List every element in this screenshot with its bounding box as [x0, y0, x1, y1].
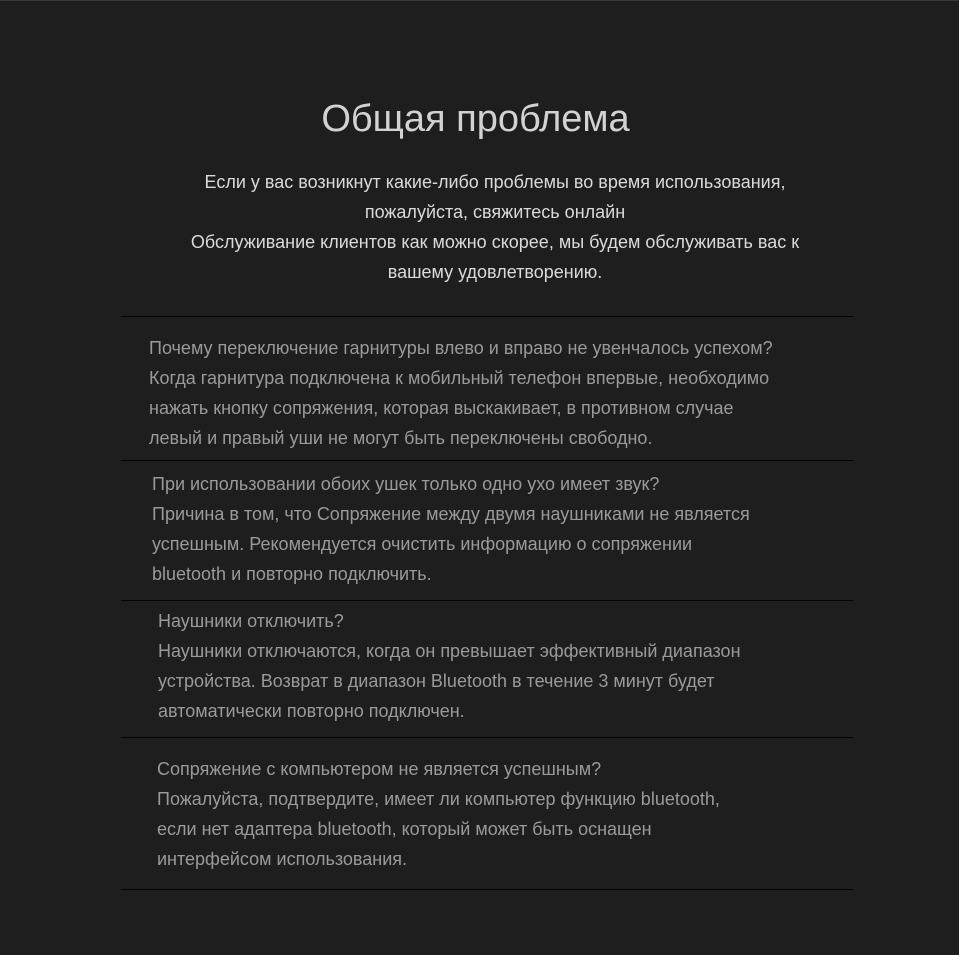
- page-title: Общая проблема: [321, 98, 630, 140]
- divider: [121, 737, 853, 738]
- faq-answer-line: bluetooth и повторно подключить.: [152, 564, 432, 584]
- faq-answer-line: если нет адаптера bluetooth, который может быть оснащен: [157, 819, 652, 839]
- faq-answer-line: Причина в том, что Сопряжение между двумя наушниками не является: [152, 504, 750, 524]
- faq-question: При использовании обоих ушек только одно ухо имеет звук?: [152, 474, 660, 494]
- divider: [121, 889, 853, 890]
- faq-answer-line: автоматически повторно подключен.: [158, 701, 465, 721]
- faq-item: [149, 333, 773, 453]
- faq-question: Наушники отключить?: [158, 611, 344, 631]
- intro-line: пожалуйста, свяжитесь онлайн: [364, 202, 626, 222]
- faq-answer-line: левый и правый уши не могут быть переключены свободно.: [149, 428, 653, 448]
- divider: [121, 600, 853, 601]
- intro-line: Обслуживание клиентов как можно скорее, мы будем обслуживать вас к: [190, 232, 800, 252]
- faq-item: [158, 606, 741, 726]
- intro-line: Если у вас возникнут какие-либо проблемы во время использования,: [204, 172, 786, 192]
- faq-answer-line: нажать кнопку сопряжения, которая выскакивает, в противном случае: [149, 398, 734, 418]
- faq-answer-line: устройства. Возврат в диапазон Bluetooth в течение 3 минут будет: [158, 671, 715, 691]
- intro-text: [100, 167, 890, 287]
- intro-line: вашему удовлетворению.: [387, 262, 603, 282]
- faq-answer-line: успешным. Рекомендуется очистить информацию о сопряжении: [152, 534, 693, 554]
- faq-question: Сопряжение с компьютером не является успешным?: [157, 759, 602, 779]
- faq-question: Почему переключение гарнитуры влево и вправо не увенчалось успехом?: [149, 338, 773, 358]
- faq-answer-line: Наушники отключаются, когда он превышает эффективный диапазон: [158, 641, 741, 661]
- faq-item: [157, 754, 720, 874]
- faq-answer-line: Пожалуйста, подтвердите, имеет ли компьютер функцию bluetooth,: [157, 789, 720, 809]
- faq-answer-line: Когда гарнитура подключена к мобильный телефон впервые, необходимо: [149, 368, 770, 388]
- faq-answer-line: интерфейсом использования.: [157, 849, 407, 869]
- faq-item: [152, 469, 750, 589]
- divider: [121, 460, 853, 461]
- divider: [121, 316, 853, 317]
